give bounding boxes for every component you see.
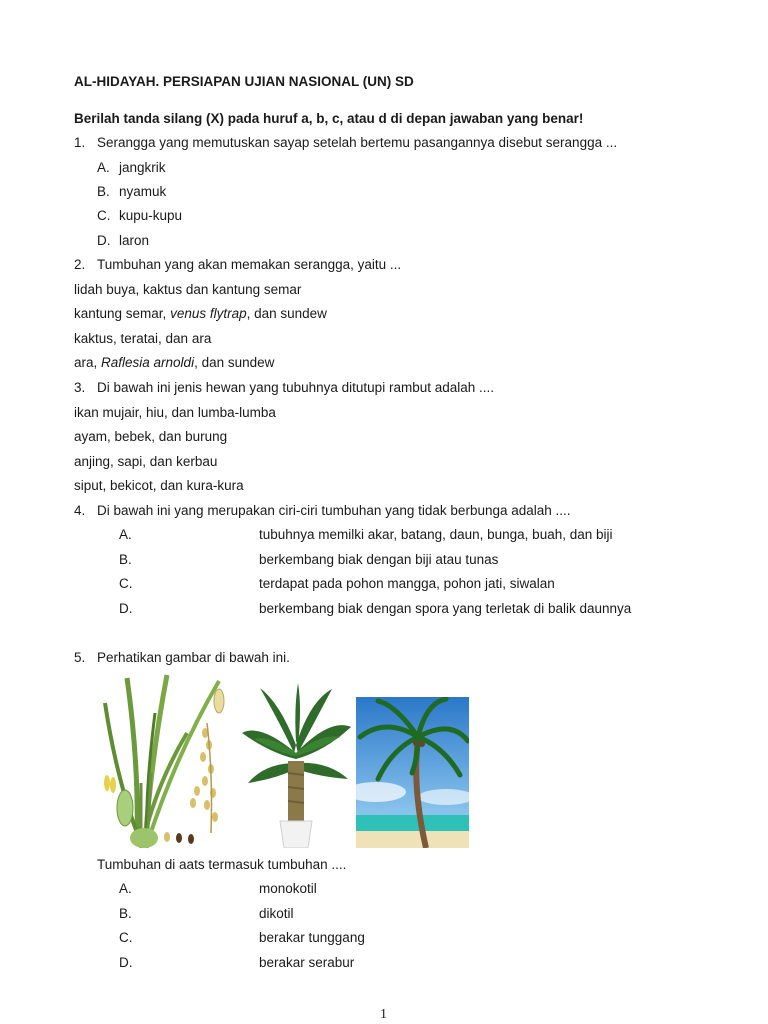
question-5-option-b: dikotil xyxy=(259,906,294,921)
question-1-option-a: jangkrik xyxy=(119,160,166,175)
question-4-option-b-letter: B. xyxy=(119,552,132,567)
question-3-option-d: siput, bekicot, dan kura-kura xyxy=(74,478,244,493)
question-1-option-a-letter: A. xyxy=(97,160,110,175)
question-2-option-d xyxy=(74,355,274,371)
question-5-option-a-letter: A. xyxy=(119,881,132,896)
question-5-option-d: berakar serabur xyxy=(259,955,355,970)
question-1-number: 1. xyxy=(74,135,86,150)
question-3-text: Di bawah ini jenis hewan yang tubuhnya ditutupi rambut adalah .... xyxy=(97,380,495,395)
rice-plant-illustration xyxy=(97,673,231,851)
question-5-number: 5. xyxy=(74,650,86,665)
banana-plant-illustration xyxy=(240,683,353,848)
instruction-text: Berilah tanda silang (X) pada huruf a, b, c, atau d di depan jawaban yang benar! xyxy=(74,111,584,126)
option-b-italic-name: venus flytrap xyxy=(170,306,247,321)
page-number: 1 xyxy=(380,1007,387,1022)
question-2-option-c: kaktus, teratai, dan ara xyxy=(74,331,212,346)
document-title: AL-HIDAYAH. PERSIAPAN UJIAN NASIONAL (UN) SD xyxy=(74,74,414,89)
question-4-option-a-letter: A. xyxy=(119,527,132,542)
option-d-italic-name: Raflesia arnoldi xyxy=(101,355,195,370)
question-2-option-b xyxy=(74,306,327,322)
option-b-text-start: kantung semar, xyxy=(74,306,171,321)
option-b-text-end: , dan sundew xyxy=(246,306,327,321)
question-3-option-c: anjing, sapi, dan kerbau xyxy=(74,454,218,469)
question-4-option-a: tubuhnya memilki akar, batang, daun, bunga, buah, dan biji xyxy=(259,527,613,542)
option-d-text-end: , dan sundew xyxy=(194,355,275,370)
banana-plant-image xyxy=(240,683,353,848)
question-5-option-a: monokotil xyxy=(259,881,317,896)
question-2-option-a: lidah buya, kaktus dan kantung semar xyxy=(74,282,302,297)
question-1-option-b-letter: B. xyxy=(97,184,110,199)
question-2-text: Tumbuhan yang akan memakan serangga, yaitu ... xyxy=(97,257,402,272)
coconut-palm-illustration xyxy=(356,697,469,848)
question-3-number: 3. xyxy=(74,380,86,395)
question-1-option-d-letter: D. xyxy=(97,233,111,248)
question-4-option-d: berkembang biak dengan spora yang terletak di balik daunnya xyxy=(259,601,632,616)
rice-plant-image xyxy=(97,673,231,851)
question-3-option-a: ikan mujair, hiu, dan lumba-lumba xyxy=(74,405,276,420)
question-1-option-c-letter: C. xyxy=(97,208,111,223)
question-4-option-c-letter: C. xyxy=(119,576,133,591)
question-5-text: Perhatikan gambar di bawah ini. xyxy=(97,650,290,665)
question-1-option-c: kupu-kupu xyxy=(119,208,183,223)
question-4-option-d-letter: D. xyxy=(119,601,133,616)
question-5-option-b-letter: B. xyxy=(119,906,132,921)
question-1-option-d: laron xyxy=(119,233,150,248)
option-d-text-start: ara, xyxy=(74,355,102,370)
question-5-option-c: berakar tunggang xyxy=(259,930,365,945)
question-4-number: 4. xyxy=(74,503,86,518)
coconut-palm-image xyxy=(356,697,469,848)
question-4-option-c: terdapat pada pohon mangga, pohon jati, siwalan xyxy=(259,576,555,591)
question-1-text: Serangga yang memutuskan sayap setelah bertemu pasangannya disebut serangga ... xyxy=(97,135,618,150)
question-5-option-c-letter: C. xyxy=(119,930,133,945)
question-4-option-b: berkembang biak dengan biji atau tunas xyxy=(259,552,499,567)
question-5-caption: Tumbuhan di aats termasuk tumbuhan .... xyxy=(97,857,347,872)
question-5-option-d-letter: D. xyxy=(119,955,133,970)
question-3-option-b: ayam, bebek, dan burung xyxy=(74,429,228,444)
question-4-text: Di bawah ini yang merupakan ciri-ciri tumbuhan yang tidak berbunga adalah .... xyxy=(97,503,571,518)
question-2-number: 2. xyxy=(74,257,86,272)
question-1-option-b: nyamuk xyxy=(119,184,167,199)
